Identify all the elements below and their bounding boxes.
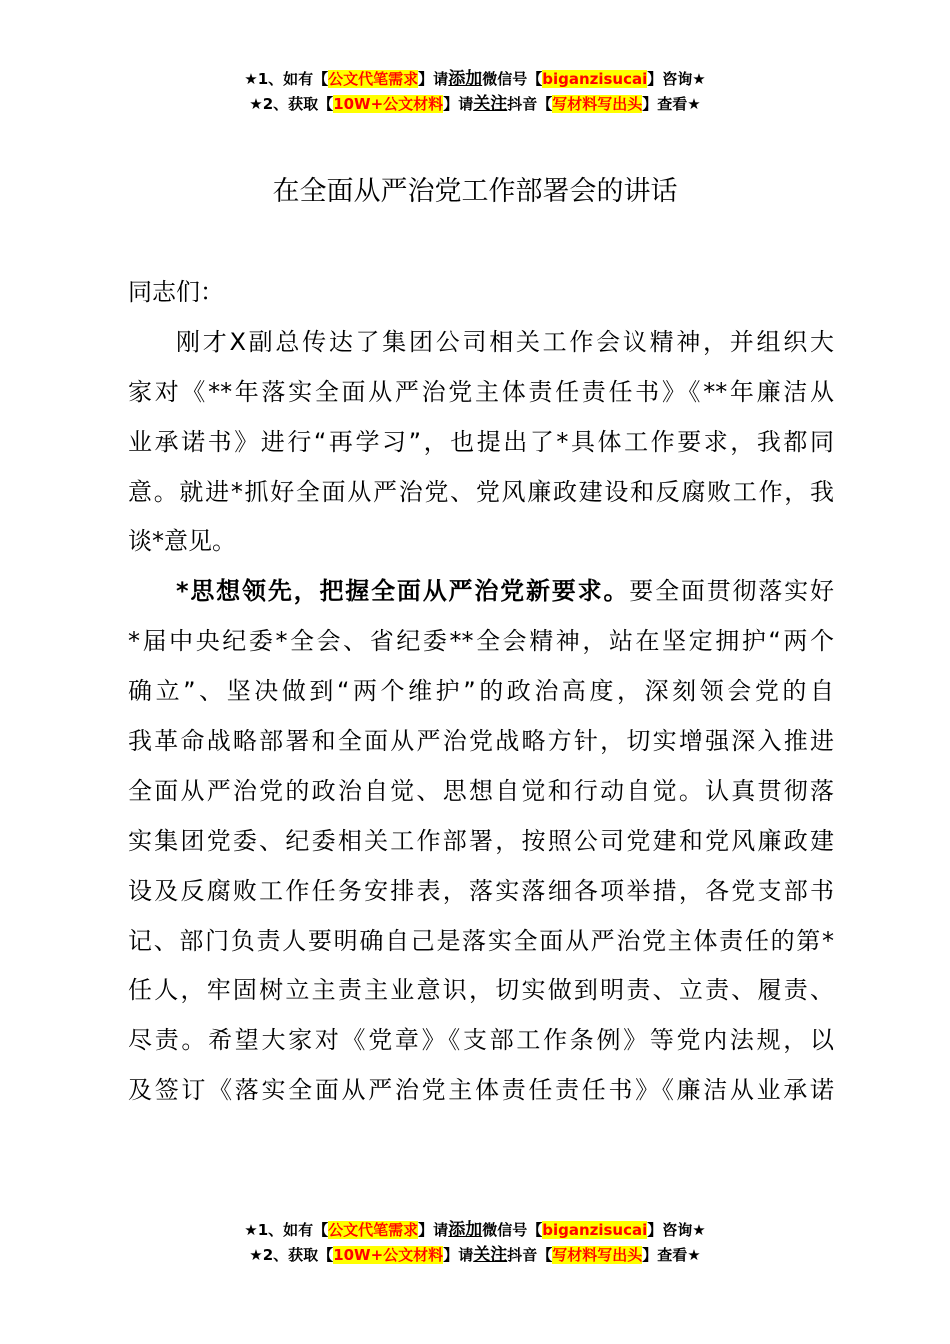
paragraph-line: 实集团党委、纪委相关工作部署，按照公司党建和党风廉政建 [128, 826, 834, 855]
banner-highlight: 10W+公文材料 [333, 1246, 444, 1264]
paragraph-line: 及签订《落实全面从严治党主体责任责任书》《廉洁从业承诺 [128, 1076, 834, 1105]
banner-text: 微信号【 [482, 1221, 543, 1239]
header-banner [0, 67, 950, 117]
paragraph-line: 业承诺书》进行“再学习”，也提出了*具体工作要求，我都同 [128, 427, 834, 456]
banner-highlight: 公文代笔需求 [328, 70, 419, 88]
banner-underline: 关注 [473, 94, 508, 114]
paragraph-line: 刚才X副总传达了集团公司相关工作会议精神，并组织大 [176, 327, 834, 356]
banner-text: 】查看★ [642, 1246, 701, 1264]
banner-text: 微信号【 [482, 70, 543, 88]
paragraph-line: 意。就进*抓好全面从严治党、党风廉政建设和反腐败工作，我 [128, 477, 834, 506]
document-title: 在全面从严治党工作部署会的讲话 [272, 176, 678, 207]
banner-highlight: biganzisucai [542, 70, 648, 88]
paragraph-text: 要全面贯彻落实好 [629, 577, 834, 606]
banner-highlight: 写材料写出头 [552, 95, 643, 113]
banner-line-1 [0, 1218, 950, 1243]
banner-line-2 [0, 1243, 950, 1268]
banner-text: 】请 [418, 1221, 449, 1239]
banner-text: 】请 [443, 1246, 474, 1264]
banner-highlight: 写材料写出头 [552, 1246, 643, 1264]
banner-text: 抖音【 [507, 95, 553, 113]
document-body [128, 268, 834, 1116]
banner-text: 】查看★ [642, 95, 701, 113]
paragraph-line-bold-lead [128, 567, 834, 617]
paragraph-line: 我革命战略部署和全面从严治党战略方针，切实增强深入推进 [128, 727, 834, 756]
banner-text: ★2、获取【 [249, 1246, 334, 1264]
banner-text: 抖音【 [507, 1246, 553, 1264]
banner-text: 】请 [418, 70, 449, 88]
banner-text: ★2、获取【 [249, 95, 334, 113]
banner-text: ★1、如有【 [244, 1221, 329, 1239]
banner-text: 】请 [443, 95, 474, 113]
paragraph-line: 记、部门负责人要明确自己是落实全面从严治党主体责任的第* [128, 926, 834, 955]
banner-text: 】咨询★ [647, 70, 706, 88]
banner-text: 】咨询★ [647, 1221, 706, 1239]
paragraph-line: 谈*意见。 [128, 527, 236, 556]
paragraph-line: 全面从严治党的政治自觉、思想自觉和行动自觉。认真贯彻落 [128, 776, 834, 805]
paragraph-line: 任人，牢固树立主责主业意识，切实做到明责、立责、履责、 [128, 976, 834, 1005]
paragraph-line: 家对《**年落实全面从严治党主体责任责任书》《**年廉洁从 [128, 377, 834, 406]
paragraph-line: 确立”、坚决做到“两个维护”的政治高度，深刻领会党的自 [128, 677, 834, 706]
banner-line-1 [0, 67, 950, 92]
salutation: 同志们： [128, 278, 224, 306]
banner-text: ★1、如有【 [244, 70, 329, 88]
banner-highlight: 公文代笔需求 [328, 1221, 419, 1239]
banner-underline: 关注 [473, 1245, 508, 1265]
bold-lead: *思想领先，把握全面从严治党新要求。 [176, 577, 630, 606]
banner-highlight: biganzisucai [542, 1221, 648, 1239]
banner-underline: 添加 [448, 69, 483, 89]
paragraph-line: 设及反腐败工作任务安排表，落实落细各项举措，各党支部书 [128, 876, 834, 905]
paragraph-line: 尽责。希望大家对《党章》《支部工作条例》等党内法规，以 [128, 1026, 834, 1055]
banner-line-2 [0, 92, 950, 117]
banner-highlight: 10W+公文材料 [333, 95, 444, 113]
paragraph-line: *届中央纪委*全会、省纪委**全会精神，站在坚定拥护“两个 [128, 627, 834, 656]
footer-banner [0, 1218, 950, 1268]
banner-underline: 添加 [448, 1220, 483, 1240]
